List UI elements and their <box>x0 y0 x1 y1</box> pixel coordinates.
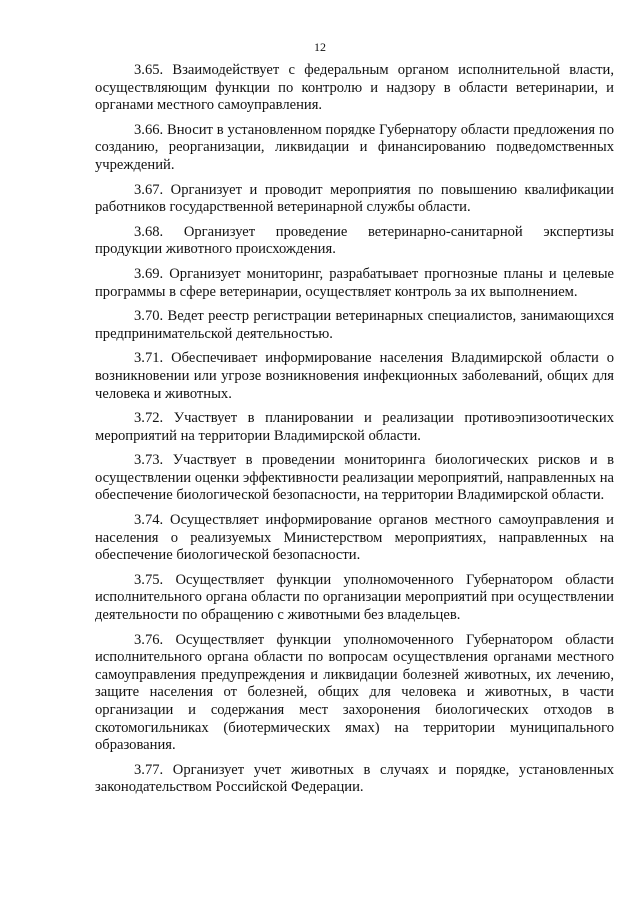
paragraph-3-66: 3.66. Вносит в установленном порядке Губернатору области предложения по созданию, реорганизации, ликвидации и финансированию подведомственных учреждений. <box>95 121 614 173</box>
paragraph-3-65: 3.65. Взаимодействует с федеральным органом исполнительной власти, осуществляющим функции по контролю и надзору в области ветеринарии, и органами местного самоуправления. <box>95 62 614 114</box>
paragraph-3-77: 3.77. Организует учет животных в случаях и порядке, установленных законодательством Российской Федерации. <box>95 761 614 796</box>
paragraph-3-71: 3.71. Обеспечивает информирование населения Владимирской области о возникновении или угрозе возникновения инфекционных заболеваний, общих для человека и животных. <box>95 350 614 402</box>
document-body <box>95 62 614 804</box>
paragraph-3-70: 3.70. Ведет реестр регистрации ветеринарных специалистов, занимающихся предпринимательской деятельностью. <box>95 308 614 342</box>
paragraph-3-69: 3.69. Организует мониторинг, разрабатывает прогнозные планы и целевые программы в сфере ветеринарии, осуществляет контроль за их выполнением. <box>95 265 614 300</box>
paragraph-3-76: 3.76. Осуществляет функции уполномоченного Губернатором области исполнительного органа области по вопросам осуществления органами местного самоуправления предупреждения и ликвидации болезней животных, их лечению, защите населения от болезней, общих для человека и животных, в части организации и содержания мест захоронения биологических отходов в скотомогильниках (биотермических ямах) на территории муниципального образования. <box>95 631 614 754</box>
paragraph-3-73: 3.73. Участвует в проведении мониторинга биологических рисков и в осуществлении оценки эффективности реализации мероприятий, направленных на обеспечение биологической безопасности, на территории Владимирской области. <box>95 452 614 504</box>
paragraph-3-72: 3.72. Участвует в планировании и реализации противоэпизоотических мероприятий на территории Владимирской области. <box>95 410 614 444</box>
paragraph-3-68: 3.68. Организует проведение ветеринарно-санитарной экспертизы продукции животного происхождения. <box>95 223 614 258</box>
paragraph-3-74: 3.74. Осуществляет информирование органов местного самоуправления и населения о реализуемых Министерством мероприятиях, направленных на обеспечение биологической безопасности. <box>95 512 614 564</box>
paragraph-3-75: 3.75. Осуществляет функции уполномоченного Губернатором области исполнительного органа области по организации мероприятий при осуществлении деятельности по обращению с животными без владельцев. <box>95 571 614 624</box>
paragraph-3-67: 3.67. Организует и проводит мероприятия по повышению квалификации работников государственной ветеринарной службы области. <box>95 181 614 216</box>
page-number: 12 <box>314 40 326 54</box>
